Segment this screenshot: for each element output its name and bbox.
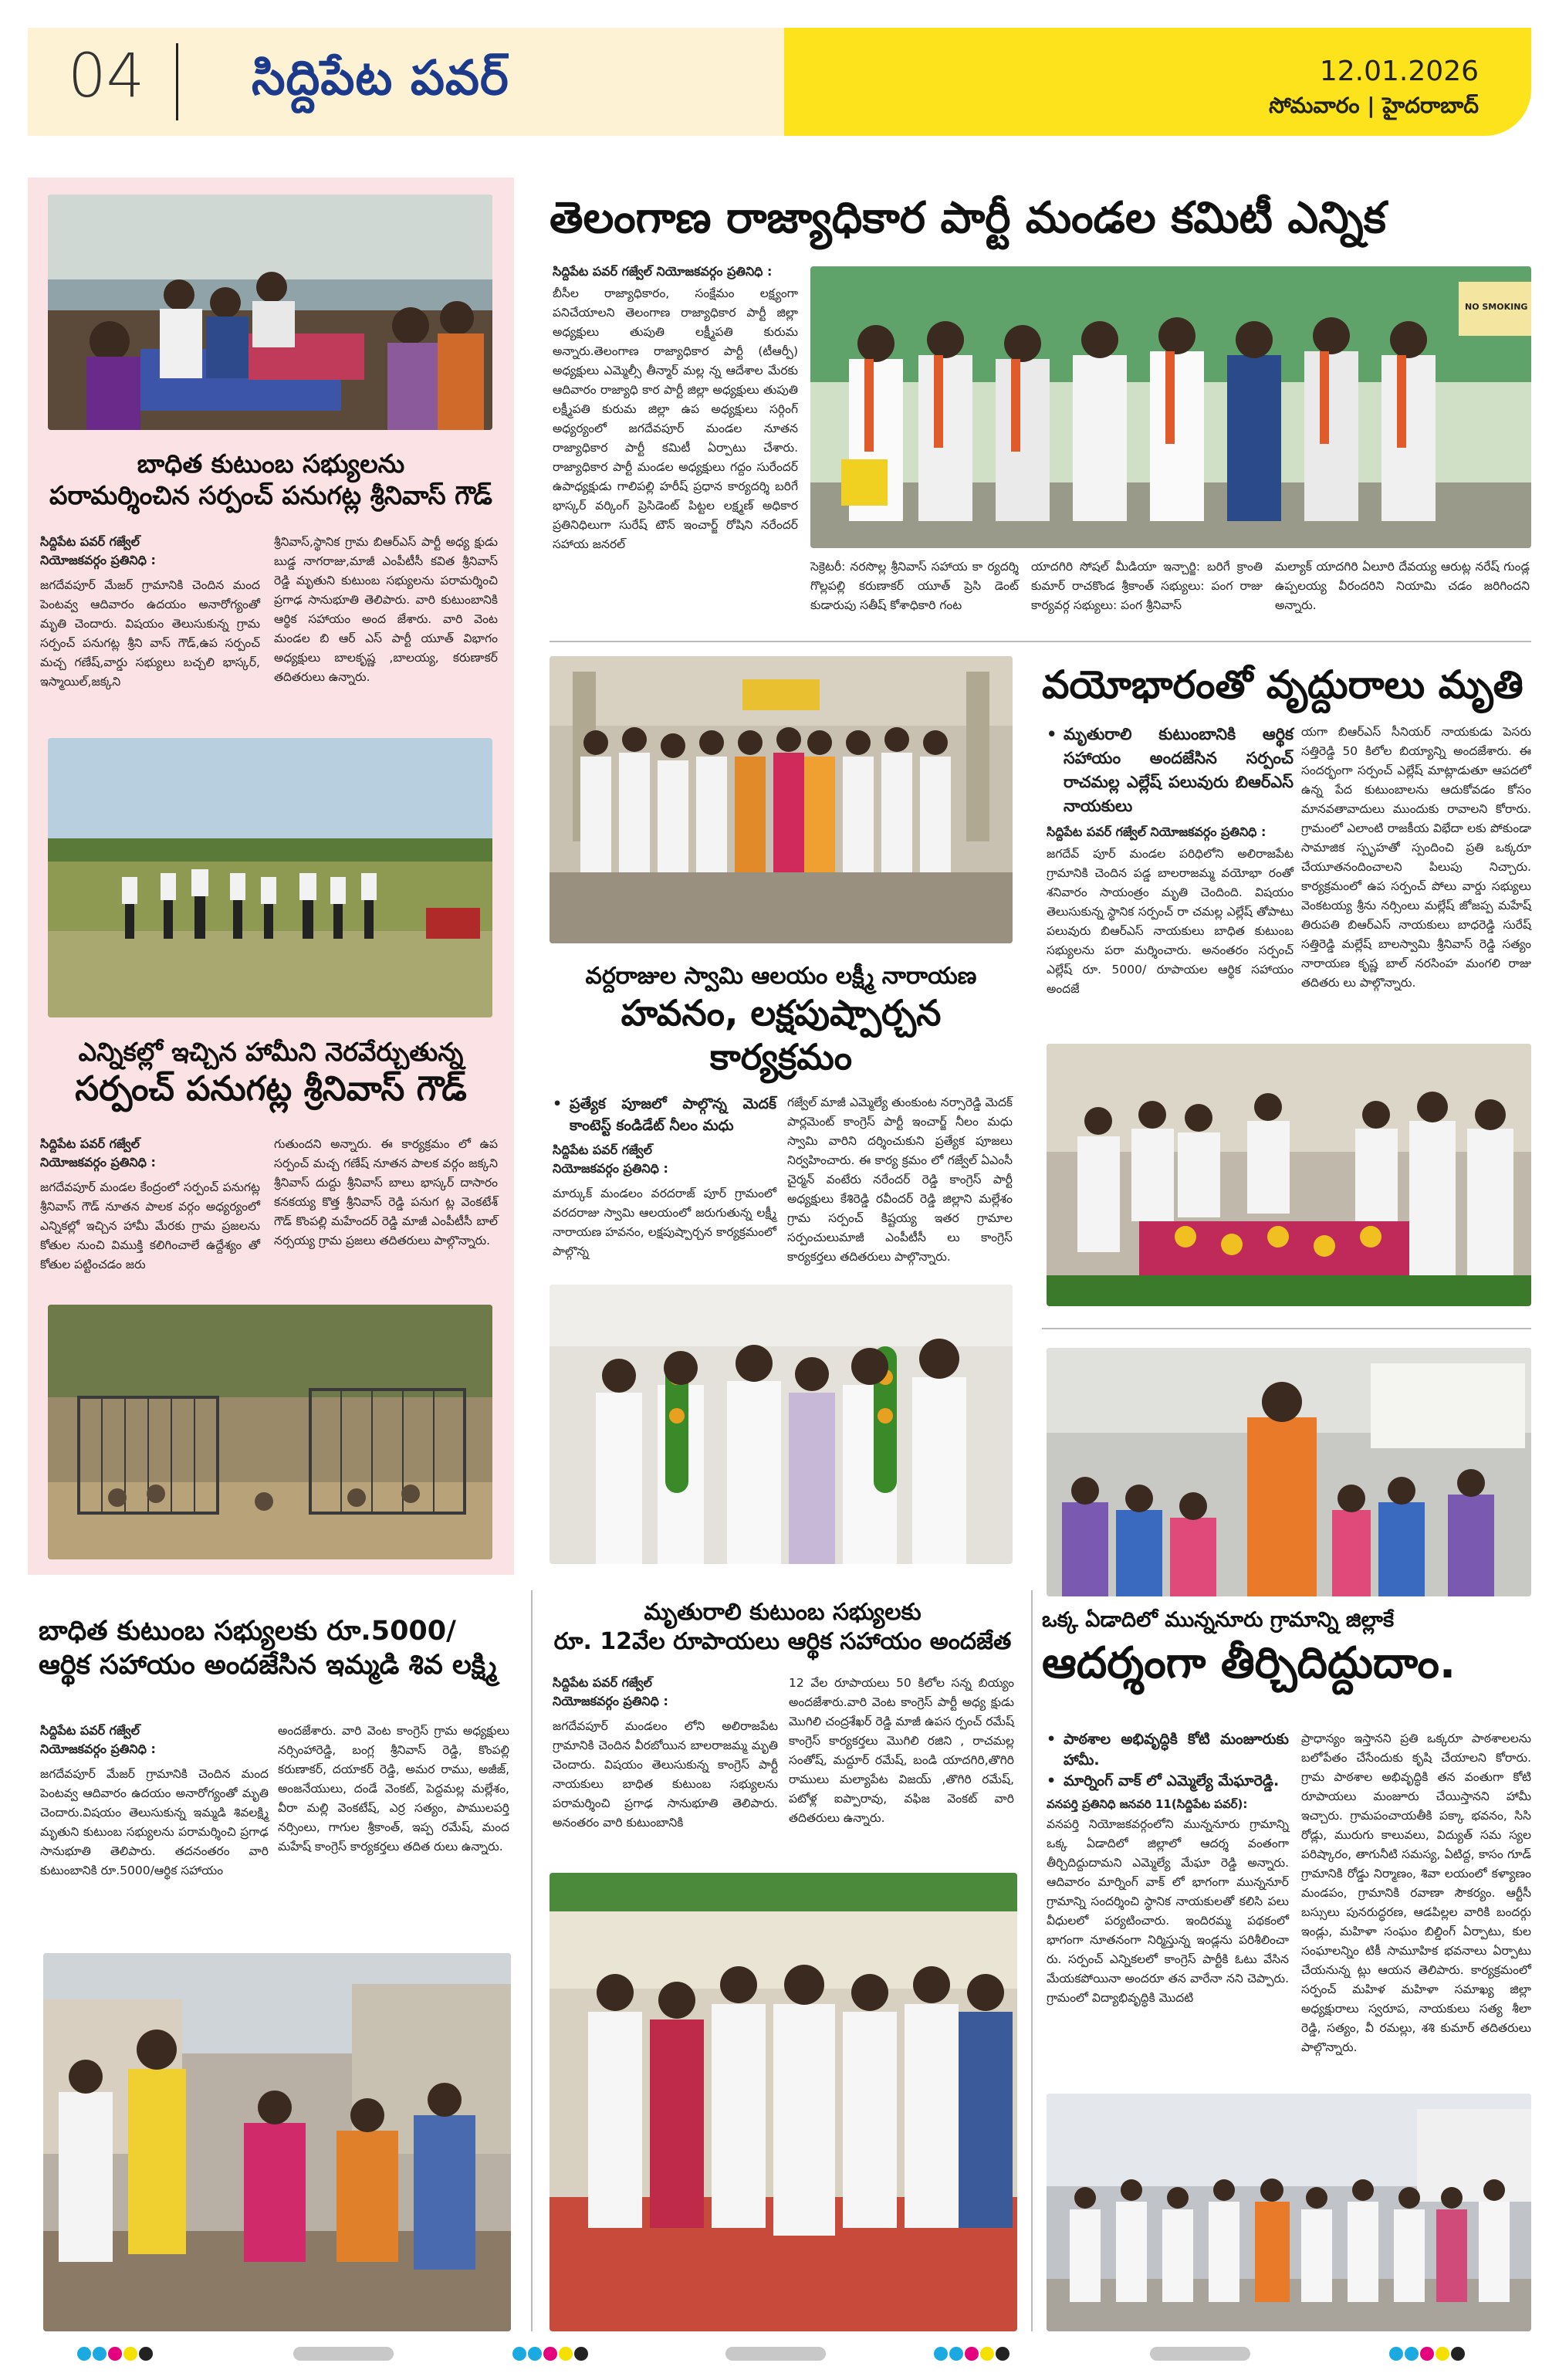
article-6-column-1 xyxy=(40,1722,269,1881)
photo-financial-aid-image xyxy=(43,1953,511,2331)
article-8-dateline: వనపర్తి ప్రతినిధి జనవరి 11(సిద్దిపేట పవర్): xyxy=(1047,1797,1248,1811)
article-8-bullets xyxy=(1047,1729,1289,1792)
article-3-body-3: యాదగిరి సోషల్ మీడియా ఇన్చార్జి: బరిగే క్రాంతి కుమార్ రాచకొండ శ్రీకాంత్ సభ్యులు: పంగ రాజు కార్యవర్గ సభ్యులు: పంగ శ్రీనివాస్ xyxy=(1031,560,1263,612)
article-3-column-1 xyxy=(553,262,798,554)
article-1-column-2 xyxy=(274,533,498,687)
article-7-byline-2: నియోజకవర్గం ప్రతినిధి : xyxy=(553,1694,668,1708)
reg-dot-cyan xyxy=(934,2347,948,2361)
reg-dot-cyan xyxy=(1389,2347,1403,2361)
article-8-column-1 xyxy=(1047,1729,1289,2008)
issue-date: 12.01.2026 xyxy=(1319,56,1479,87)
header-right-panel xyxy=(784,28,1531,136)
article-1-byline-2: నియోజకవర్గం ప్రతినిధి : xyxy=(40,553,156,567)
article-8-headline-line2: ఆదర్శంగా తీర్చిదిద్దుదాం. xyxy=(1042,1637,1456,1688)
article-5-bullets xyxy=(1047,723,1294,818)
registration-bar-2 xyxy=(725,2347,826,2361)
article-8-body-1: వనపర్తి నియోజకవర్గంలోని మున్ననూరు గ్రామాన్ని ఒక్క ఏడాదిలో జిల్లాలో ఆదర్శ వంతంగా తీర్చిదిద్దుదామని ఎమ్మెల్యే మేఘా రెడ్డి అన్నారు. ఆదివారం మార్నింగ్ వాక్ లో భాగంగా మున్ననూర్ గ్రామాన్ని సందర్శించి స్థానిక నాయకులతో కలిసి పలు వీధులలో పర్యటించారు. ఇందిరమ్మ పథకంలో భాగంగా నూతనంగా నిర్మిస్తున్న ఇండ్లను పరిశీలించా రు. సర్పంచ్ ఎన్నికలలో కాంగ్రెస్ పార్టీకి ఓటు వేసిన మేయకపోయినా అందరూ తన వారేనా నని చెప్పారు. గ్రామంలో విద్యాభివృద్ధికి మొదటి xyxy=(1047,1817,1289,2005)
photo-temple-felicitation xyxy=(550,1285,1013,1564)
article-6-byline-2: నియోజకవర్గం ప్రతినిధి : xyxy=(40,1742,156,1756)
reg-dot-magenta xyxy=(108,2347,122,2361)
photo-financial-aid xyxy=(43,1953,511,2331)
article-2-column-2 xyxy=(274,1135,498,1251)
photo-mla-address-image xyxy=(1047,1348,1531,1596)
article-2-byline-2: నియోజకవర్గం ప్రతినిధి : xyxy=(40,1155,156,1170)
registration-bar-1 xyxy=(293,2347,394,2361)
article-4-column-1 xyxy=(553,1093,776,1261)
no-smoking-sign: NO SMOKING xyxy=(1465,302,1528,312)
article-1-byline-1: సిద్దిపేట పవర్ గజ్వేల్ xyxy=(40,534,140,549)
photo-morning-walk-image xyxy=(1047,2094,1531,2331)
article-3-body-1: బీసీల రాజ్యాధికారం, సంక్షేమం లక్ష్యంగా పనిచేయాలని తెలంగాణ రాజ్యాధికార పార్టీ జిల్లా అధ్యక్షులు తుపుతి లక్ష్మీపతి కురుమ అన్నారు.తెలంగాణ రాజ్యాధికార పార్టీ (టీఆర్పీ) అధ్యక్షులు ఎమ్మెల్సీ తీన్మార్ మల్ల న్న ఆదేశాల మేరకు ఆదివారం రాజ్యాధి కార పార్టీ జిల్లా అధ్యక్షులు తుపుతి లక్ష్మీపతి కురుమ జిల్లా ఉప అధ్యక్షులు సర్గింగ్ అధ్యర్యంలో జగదేవపూర్ మండల నూతన రాజ్యాధికార పార్టీ కమిటీ ఏర్పాటు చేశారు. రాజ్యాధికార పార్టీ మండల అధ్యక్షులు గద్దం సురేందర్ ఉపాధ్యక్షుడు గాలిపల్లి హరీష్ ప్రధాన కార్యదర్శి బరిగే భాస్కర్ వర్కింగ్ ప్రెసిడెంట్ పిట్టల లక్ష్మణ్ అధికార ప్రతినిధిలుగా సురేష్ టౌన్ ఇంచార్జ్ రోషిని నరేందర్ సహాయ జనరల్ xyxy=(553,286,798,551)
article-4-byline-2: నియోజకవర్గం ప్రతినిధి : xyxy=(553,1161,668,1176)
article-4-body-1: మార్కుక్ మండలం వరదరాజ్ పూర్ గ్రామంలో వరదరాజు స్వామి ఆలయంలో జరుగుతున్న లక్ష్మీ నారాయణ హవనం, లక్షపుష్పార్చన కార్యక్రమంలో పాల్గొన్న xyxy=(553,1187,776,1258)
column-divider-2 xyxy=(1031,1590,1033,2331)
article-7-column-2 xyxy=(789,1674,1014,1828)
article-6-column-2 xyxy=(278,1722,509,1857)
photo-funeral-tribute xyxy=(1047,1044,1531,1306)
article-6-headline xyxy=(39,1615,517,1683)
article-7-column-1 xyxy=(553,1674,778,1833)
article-2-headline-line2: సర్పంచ్ పనుగట్ల శ్రీనివాస్ గౌడ్ xyxy=(75,1069,467,1109)
reg-dot-yellow xyxy=(559,2347,573,2361)
photo-mla-address xyxy=(1047,1348,1531,1596)
article-3-column-4 xyxy=(1275,557,1530,615)
article-8-body-2: ప్రాధాన్యం ఇస్తానని ప్రతి ఒక్కరూ పాఠశాలలను బలోపేతం చేసేందుకు కృషి చేయాలని కోరారు. గ్రామ పాఠశాల అభివృద్ధికి తన వంతుగా కోటి రూపాయలు మంజూరు చేయిస్తానని హామీ ఇచ్చారు. గ్రామపంచాయతీకి పక్కా భవనం, సిసి రోడ్లు, మురుగు కాలువలు, విద్యుత్ సమ స్యల పరిష్కారం, తాగునీటి సమస్య, ఏటిద్ద, కాసం గూడ్ గ్రామానికి రోడ్డు నిర్మాణం, శివా లయంలో కళ్యాణం మండపం, గ్రామానికి రవాణా సౌకర్యం. ఆర్టీసీ బస్సులు పునరుద్ధరణ, ఆడపిల్లల వారికి బందర్గు ఇండ్లు, మహిళా సంఘం బిల్డింగ్ ఏర్పాటు, కుల సంఘాలన్నిం టికీ సామూహిక భవనాలు ఏర్పాటు చేయనున్న ట్లు ఆయన తెలిపారు. కార్యక్రమంలో సర్పంచ్ మహిళ మహిళా సమాఖ్య జిల్లా అధ్యక్షురాలు స్వరూప, నాయకులు సత్య శీలా రెడ్డి, సత్యం, వీ రమల్లు, శశి కుమార్ తదితరులు పాల్గొన్నారు. xyxy=(1301,1732,1531,2054)
header-divider xyxy=(176,43,178,120)
issue-day-place: సోమవారం | హైదరాబాద్ xyxy=(1269,93,1479,118)
registration-marks-2 xyxy=(512,2347,590,2361)
reg-dot-magenta xyxy=(543,2347,557,2361)
article-5-column-1 xyxy=(1047,723,1294,999)
article-2-column-1 xyxy=(40,1135,260,1275)
photo-rice-donation xyxy=(550,1873,1017,2331)
article-7-body-2: 12 వేల రూపాయలు 50 కిలోల సన్న బియ్యం అందజేశారు.వారి వెంట కాంగ్రెస్ పార్టీ అధ్య క్షుడు మొగిలి చంద్రశేఖర్ రెడ్డి మాజీ ఉపస ర్పంచ్ రమేష్ కాంగ్రెస్ కార్యకర్తలు మొగిలి రజిని , రాచమల్ల సంతోష్, మద్దూర్ రమేష్, బండి యాదగిరి,తొగిరి రాములు మల్యాపేట విజయ్ ,తొగిరి రమేష్, పటోళ్ల ఐప్పారావు, వఫిజ వెంకట్ వారి తదితరులు ఉన్నారు. xyxy=(789,1676,1014,1825)
article-3-column-3 xyxy=(1031,557,1263,615)
article-1-body-2: శ్రీనివాస్,స్థానిక గ్రామ బిఆర్ఎస్ పార్టీ అధ్య క్షుడు బుడ్డ నాగరాజు,మాజీ ఎంపీటీసీ కవిత శ్రీనివాస్ రెడ్డి మృతుని కుటుంబ సభ్యులను పరామర్శించి ప్రగాఢ సానుభూతి తెలిపారు. వారి కుటుంబానికి ఆర్థిక సహాయం అంద జేశారు. వారి వెంట మండల బి ఆర్ ఎస్ పార్టీ యూత్ విభాగం అధ్యక్షులు బాలకృష్ణ ,బాలయ్య, కరుణాకర్ తదితరులు ఉన్నారు. xyxy=(274,535,498,684)
reg-dot-cyan xyxy=(77,2347,91,2361)
photo-morning-walk xyxy=(1047,2094,1531,2331)
article-7-body-1: జగదేవపూర్ మండలం లోని అలిరాజపేట గ్రామానికి చెందిన వీరబోయిన బాలరాజమ్మ మృతి చెందారు. విషయం తెలుసుకున్న కాంగ్రెస్ పార్టీ నాయకులు బాధిత కుటుంబ సభ్యులను పరామర్శించి ప్రగాఢ సానుభూతి తెలిపారు. అనంతరం వారి కుటుంబానికి xyxy=(553,1719,778,1830)
article-4-headline-line2: హవనం, లక్షపుష్పార్చన కార్యక్రమం xyxy=(621,991,942,1078)
article-7-byline-1: సిద్దిపేట పవర్ గజ్వేల్ xyxy=(553,1675,652,1690)
article-5-byline: సిద్దిపేట పవర్ గజ్వేల్ నియోజకవర్గం ప్రతినిధి : xyxy=(1047,824,1266,839)
article-3-column-2 xyxy=(810,557,1019,615)
article-6-headline-line1: బాధిత కుటుంబ సభ్యులకు రూ.5000/ xyxy=(39,1616,456,1647)
photo-monkey-cage-image xyxy=(48,1305,492,1559)
article-4-bullets xyxy=(553,1093,776,1136)
photo-condolence-visit-image xyxy=(48,195,492,430)
article-1-headline-line2: పరామర్శించిన సర్పంచ్ పనుగట్ల శ్రీనివాస్ గౌడ్ xyxy=(49,480,492,511)
reg-dot-black xyxy=(139,2347,153,2361)
article-7-headline xyxy=(543,1598,1022,1656)
article-4-byline-1: సిద్దిపేట పవర్ గజ్వేల్ xyxy=(553,1143,652,1157)
header-left-panel xyxy=(28,28,784,136)
reg-dot-cyan-2 xyxy=(93,2347,107,2361)
article-6-byline-1: సిద్దిపేట పవర్ గజ్వేల్ xyxy=(40,1723,140,1738)
registration-marks-1 xyxy=(77,2347,154,2361)
photo-field-inspection-image xyxy=(48,738,492,1017)
photo-monkey-cage xyxy=(48,1305,492,1559)
article-7-headline-line2: రూ. 12వేల రూపాయలు ఆర్థిక సహాయం అందజేత xyxy=(553,1627,1012,1655)
article-5-body-1: జగదేవ్ పూర్ మండల పరిధిలోని అలిరాజపేట గ్రామానికి చెందిన పడ్డ బాలరాజమ్మ వయోభా రంతో శనివారం సాయంత్రం మృతి చెందింది. విషయం తెలుసుకున్న స్థానిక సర్పంచ్ రా చమల్ల ఎల్లేష్ తోపాటు పలువురు బిఆర్ఎస్ నాయకులు బాధిత కుటుంబ సభ్యులను పరా మర్శించారు. అనంతరం సర్పంచ్ ఎల్లేష్ రూ. 5000/ రూపాయల ఆర్థిక సహాయం అందజే xyxy=(1047,847,1294,996)
article-3-byline: సిద్దిపేట పవర్ గజ్వేల్ నియోజకవర్గం ప్రతినిధి : xyxy=(553,264,773,279)
article-1-headline xyxy=(39,448,503,512)
photo-trp-committee xyxy=(810,266,1531,548)
reg-dot-black xyxy=(574,2347,588,2361)
reg-dot-cyan-2 xyxy=(949,2347,963,2361)
article-8-headline xyxy=(1042,1607,1536,1691)
article-5-column-2 xyxy=(1301,723,1531,993)
reg-dot-magenta xyxy=(965,2347,979,2361)
article-1-body-1: జగదేవపూర్ మేజర్ గ్రామానికి చెందిన మంద పెంటవ్వ ఆదివారం ఉదయం అనారోగ్యంతో మృతి చెందారు. విషయం తెలుసుకున్న గ్రామ సర్పంచ్ పనుగట్ల శ్రీని వాస్ గౌడ్,ఉప సర్పంచ్ మచ్చ గణేష్,వార్డు సభ్యులు బచ్చలి భాస్కర్, ఇస్మాయిల్,జక్కని xyxy=(40,578,260,689)
photo-temple-felicitation-image xyxy=(550,1285,1013,1564)
reg-dot-yellow xyxy=(1436,2347,1449,2361)
article-4-headline-line1: వర్దరాజుల స్వామి ఆలయం లక్ష్మీ నారాయణ xyxy=(585,963,977,990)
registration-marks-3 xyxy=(934,2347,1011,2361)
article-2-headline-line1: ఎన్నికల్లో ఇచ్చిన హామీని నెరవేర్చుతున్న xyxy=(78,1037,464,1067)
photo-temple-group xyxy=(550,656,1013,943)
article-3-body-2: సెక్రెటరీ: నరసొల్ల శ్రీనివాస్ సహాయ కా ర్యదర్శి గొల్లపల్లి కరుణాకర్ యూత్ ప్రెసి డెంట్ కుడారుపు సతీష్ కోశాధికారి గంట xyxy=(810,560,1019,612)
article-2-byline-1: సిద్దిపేట పవర్ గజ్వేల్ xyxy=(40,1136,140,1151)
article-2-body-1: జగదేవపూర్ మండల కేంద్రంలో సర్పంచ్ పనుగట్ల శ్రీనివాస్ గౌడ్ నూతన పాలక వర్గం అధ్యర్యంలో ఎన్నికల్లో ఇచ్చిన హామీ మేరకు గ్రామ ప్రజలను కోతుల నుంచి విముక్తి కలిగించాలే ఉద్దేశ్యం తో కోతుల పట్టించడం జరు xyxy=(40,1180,260,1271)
article-6-body-1: జగదేవపూర్ మేజర్ గ్రామానికి చెందిన మంద పెంటవ్వ ఆదివారం ఉదయం అనారోగ్యంతో మృతి చెందారు.విషయం తెలుసుకున్న ఇమ్మడి శివలక్ష్మి మృతుని కుటుంబ సభ్యులను పరామర్శించి ప్రగాఢ సానుభూతి తెలిపారు. తదనంతరం వారి కుటుంబానికి రూ.5000/ఆర్థిక సహాయం xyxy=(40,1767,269,1877)
page-header xyxy=(28,28,1531,136)
article-7-headline-line1: మృతురాలి కుటుంబ సభ్యులకు xyxy=(644,1599,922,1626)
photo-trp-committee-image xyxy=(810,266,1531,548)
article-2-headline xyxy=(39,1036,503,1110)
column-divider-1 xyxy=(531,1590,533,2331)
article-6-body-2: అందజేశారు. వారి వెంట కాంగ్రెస్ గ్రామ అధ్యక్షులు నర్సింహారెడ్డి, బంగ్ల శ్రీనివాస్ రెడ్డి, కొంపల్లి కరుణాకర్, దయాకర్ రెడ్డి, అమర రాము, అజీజ్, అంజనేయులు, దండే వెంకట్, పెద్దమల్ల మల్లేశం, వీరా మల్లి వెంకటేష్, ఎర్ర సత్యం, పాములపర్తి నర్సింలు, గాగుల శ్రీకాంత్, ఇప్ప రమేష్, మంద మహేష్ కాంగ్రెస్ కార్యకర్తలు తదిత రులు ఉన్నారు. xyxy=(278,1724,509,1854)
article-8-bullet-2: • మార్నింగ్ వాక్ లో ఎమ్మెల్యే మేఘారెడ్డి. xyxy=(1047,1771,1289,1792)
reg-dot-cyan xyxy=(512,2347,526,2361)
reg-dot-black xyxy=(996,2347,1009,2361)
article-8-headline-line1: ఒక్క ఏడాదిలో మున్ననూరు గ్రామాన్ని జిల్లాకే xyxy=(1042,1608,1395,1632)
reg-dot-cyan-2 xyxy=(1405,2347,1419,2361)
article-1-column-1 xyxy=(40,533,260,692)
article-1-headline-line1: బాధిత కుటుంబ సభ్యులను xyxy=(137,449,405,479)
photo-funeral-tribute-image xyxy=(1047,1044,1531,1306)
registration-bar-3 xyxy=(1150,2347,1250,2361)
article-5-headline: వయోభారంతో వృద్దురాలు మృతి xyxy=(1042,662,1523,707)
page-number: 04 xyxy=(68,42,145,111)
photo-field-inspection xyxy=(48,738,492,1017)
article-8-bullet-1: • పాఠశాల అభివృద్ధికి కోటి మంజూరుకు హామీ. xyxy=(1047,1729,1289,1771)
article-5-bullet-1: • మృతురాలి కుటుంబానికి ఆర్థిక సహాయం అందజేసిన సర్పంచ్ రాచమల్ల ఎల్లేష్ పలువురు బిఆర్ఎస్ నాయకులు xyxy=(1047,723,1294,818)
article-3-divider xyxy=(550,641,1531,642)
photo-condolence-visit xyxy=(48,195,492,430)
article-3-body-4: మల్యాక్ యాదగిరి ఏలూరి దేవయ్య ఆరుట్ల నరేష్ గుండ్ల ఉప్పలయ్య వీరందరిని నియామి చడం జరిగిందని అన్నారు. xyxy=(1275,560,1530,612)
photo-rice-donation-image xyxy=(550,1873,1017,2331)
article-4-body-2: గజ్వేల్ మాజీ ఎమ్మెల్యే తుంకుంట నర్సారెడ్డి మెదక్ పార్లమెంట్ కాంగ్రెస్ పార్టీ ఇంచార్జ్ నీలం మధు స్వామి వారిని దర్శించుకుని ప్రత్యేక పూజలు నిర్వహించారు. ఈ కార్య క్రమం లో గజ్వేల్ ఏఎంసీ చైర్మన్ వంటేరు నరేందర్ రెడ్డి కాంగ్రెస్ పార్టీ అధ్యక్షులు కేశిరెడ్డి రవీందర్ రెడ్డి జిల్లాని మల్లేశం గ్రామ సర్పంచ్ కిష్టయ్య ఇతర గ్రామాల సర్పంచులుమాజీ ఎంపీటీసీ లు కాంగ్రెస్ కార్యకర్తలు తదితరులు పాల్గొన్నారు. xyxy=(787,1095,1013,1264)
article-2-body-2: గుతుందని అన్నారు. ఈ కార్యక్రమం లో ఉప సర్పంచ్ మచ్చ గణేష్ నూతన పాలక వర్గం జక్కని శ్రీనివాస్ దుద్దు శ్రీనివాస్ బాలు భాస్కర్ దాసారం కనకయ్య కొత్త శ్రీనివాస్ రెడ్డి పనుగ ట్ల వెంకటేశ్ గౌడ్ కొంపల్లి మహేందర్ రెడ్డి మాజీ ఎంపీటీసీ బాల్ నర్సయ్య గ్రామ ప్రజలు తదితరులు పాల్గొన్నారు. xyxy=(274,1137,498,1248)
article-5-divider xyxy=(1042,1328,1531,1329)
reg-dot-yellow xyxy=(980,2347,994,2361)
article-4-bullet-1: • ప్రత్యేక పూజలో పాల్గొన్న మెదక్ కాంటెస్ట్ కండిడేట్ నీలం మధు xyxy=(553,1093,776,1136)
article-6-headline-line2: ఆర్థిక సహాయం అందజేసిన ఇమ్మడి శివ లక్ష్మి xyxy=(39,1649,497,1681)
reg-dot-yellow xyxy=(123,2347,137,2361)
article-4-column-2 xyxy=(787,1093,1013,1267)
reg-dot-magenta xyxy=(1420,2347,1434,2361)
masthead-title: సిద్దిపేట పవర్ xyxy=(252,49,509,106)
article-8-column-2 xyxy=(1301,1729,1531,2057)
photo-temple-group-image xyxy=(550,656,1013,943)
reg-dot-cyan-2 xyxy=(528,2347,542,2361)
article-5-body-2: యగా బిఆర్ఎస్ సీనియర్ నాయకుడు పెసరు సత్తిరెడ్డి 50 కిలోల బియ్యాన్ని అందజేశారు. ఈ సందర్భంగా సర్పంచ్ ఎల్లేష్ మాట్లాడుతూ ఆపదలో ఉన్న పేద కుటుంబాలను ఆదుకోవడం కోసం మానవతావాదులు ముందుకు రావాలని కోరారు. గ్రామంలో ఎలాంటి రాజకీయ విభేదా లకు పోకుండా సామాజిక స్పృహతో స్పందించి ప్రతి ఒక్కరూ చేయూతనందించాలని పిలుపు నిచ్చారు. కార్యక్రమంలో ఉప సర్పంచ్ పోలు వార్డు సభ్యులు వెంకటయ్య శ్రీను నర్సింలు మల్లేష్ జోజప్ప మహేష్ తిరుపతి బిఆర్ఎస్ నాయకులు బాధరెడ్డి సురేష్ సత్తిరెడ్డి మల్లేష్ బాలస్వామి శ్రీనివాస్ రెడ్డి సత్యం నారాయణ కృష్ణ బాల్ నరసింహ మంగలి రాజు తదితరు లు పాల్గొన్నారు. xyxy=(1301,725,1531,990)
article-4-headline xyxy=(550,962,1013,1080)
article-3-headline: తెలంగాణ రాజ్యాధికార పార్టీ మండల కమిటీ ఎన్నిక xyxy=(550,193,1386,243)
reg-dot-black xyxy=(1451,2347,1465,2361)
registration-marks-4 xyxy=(1389,2347,1466,2361)
